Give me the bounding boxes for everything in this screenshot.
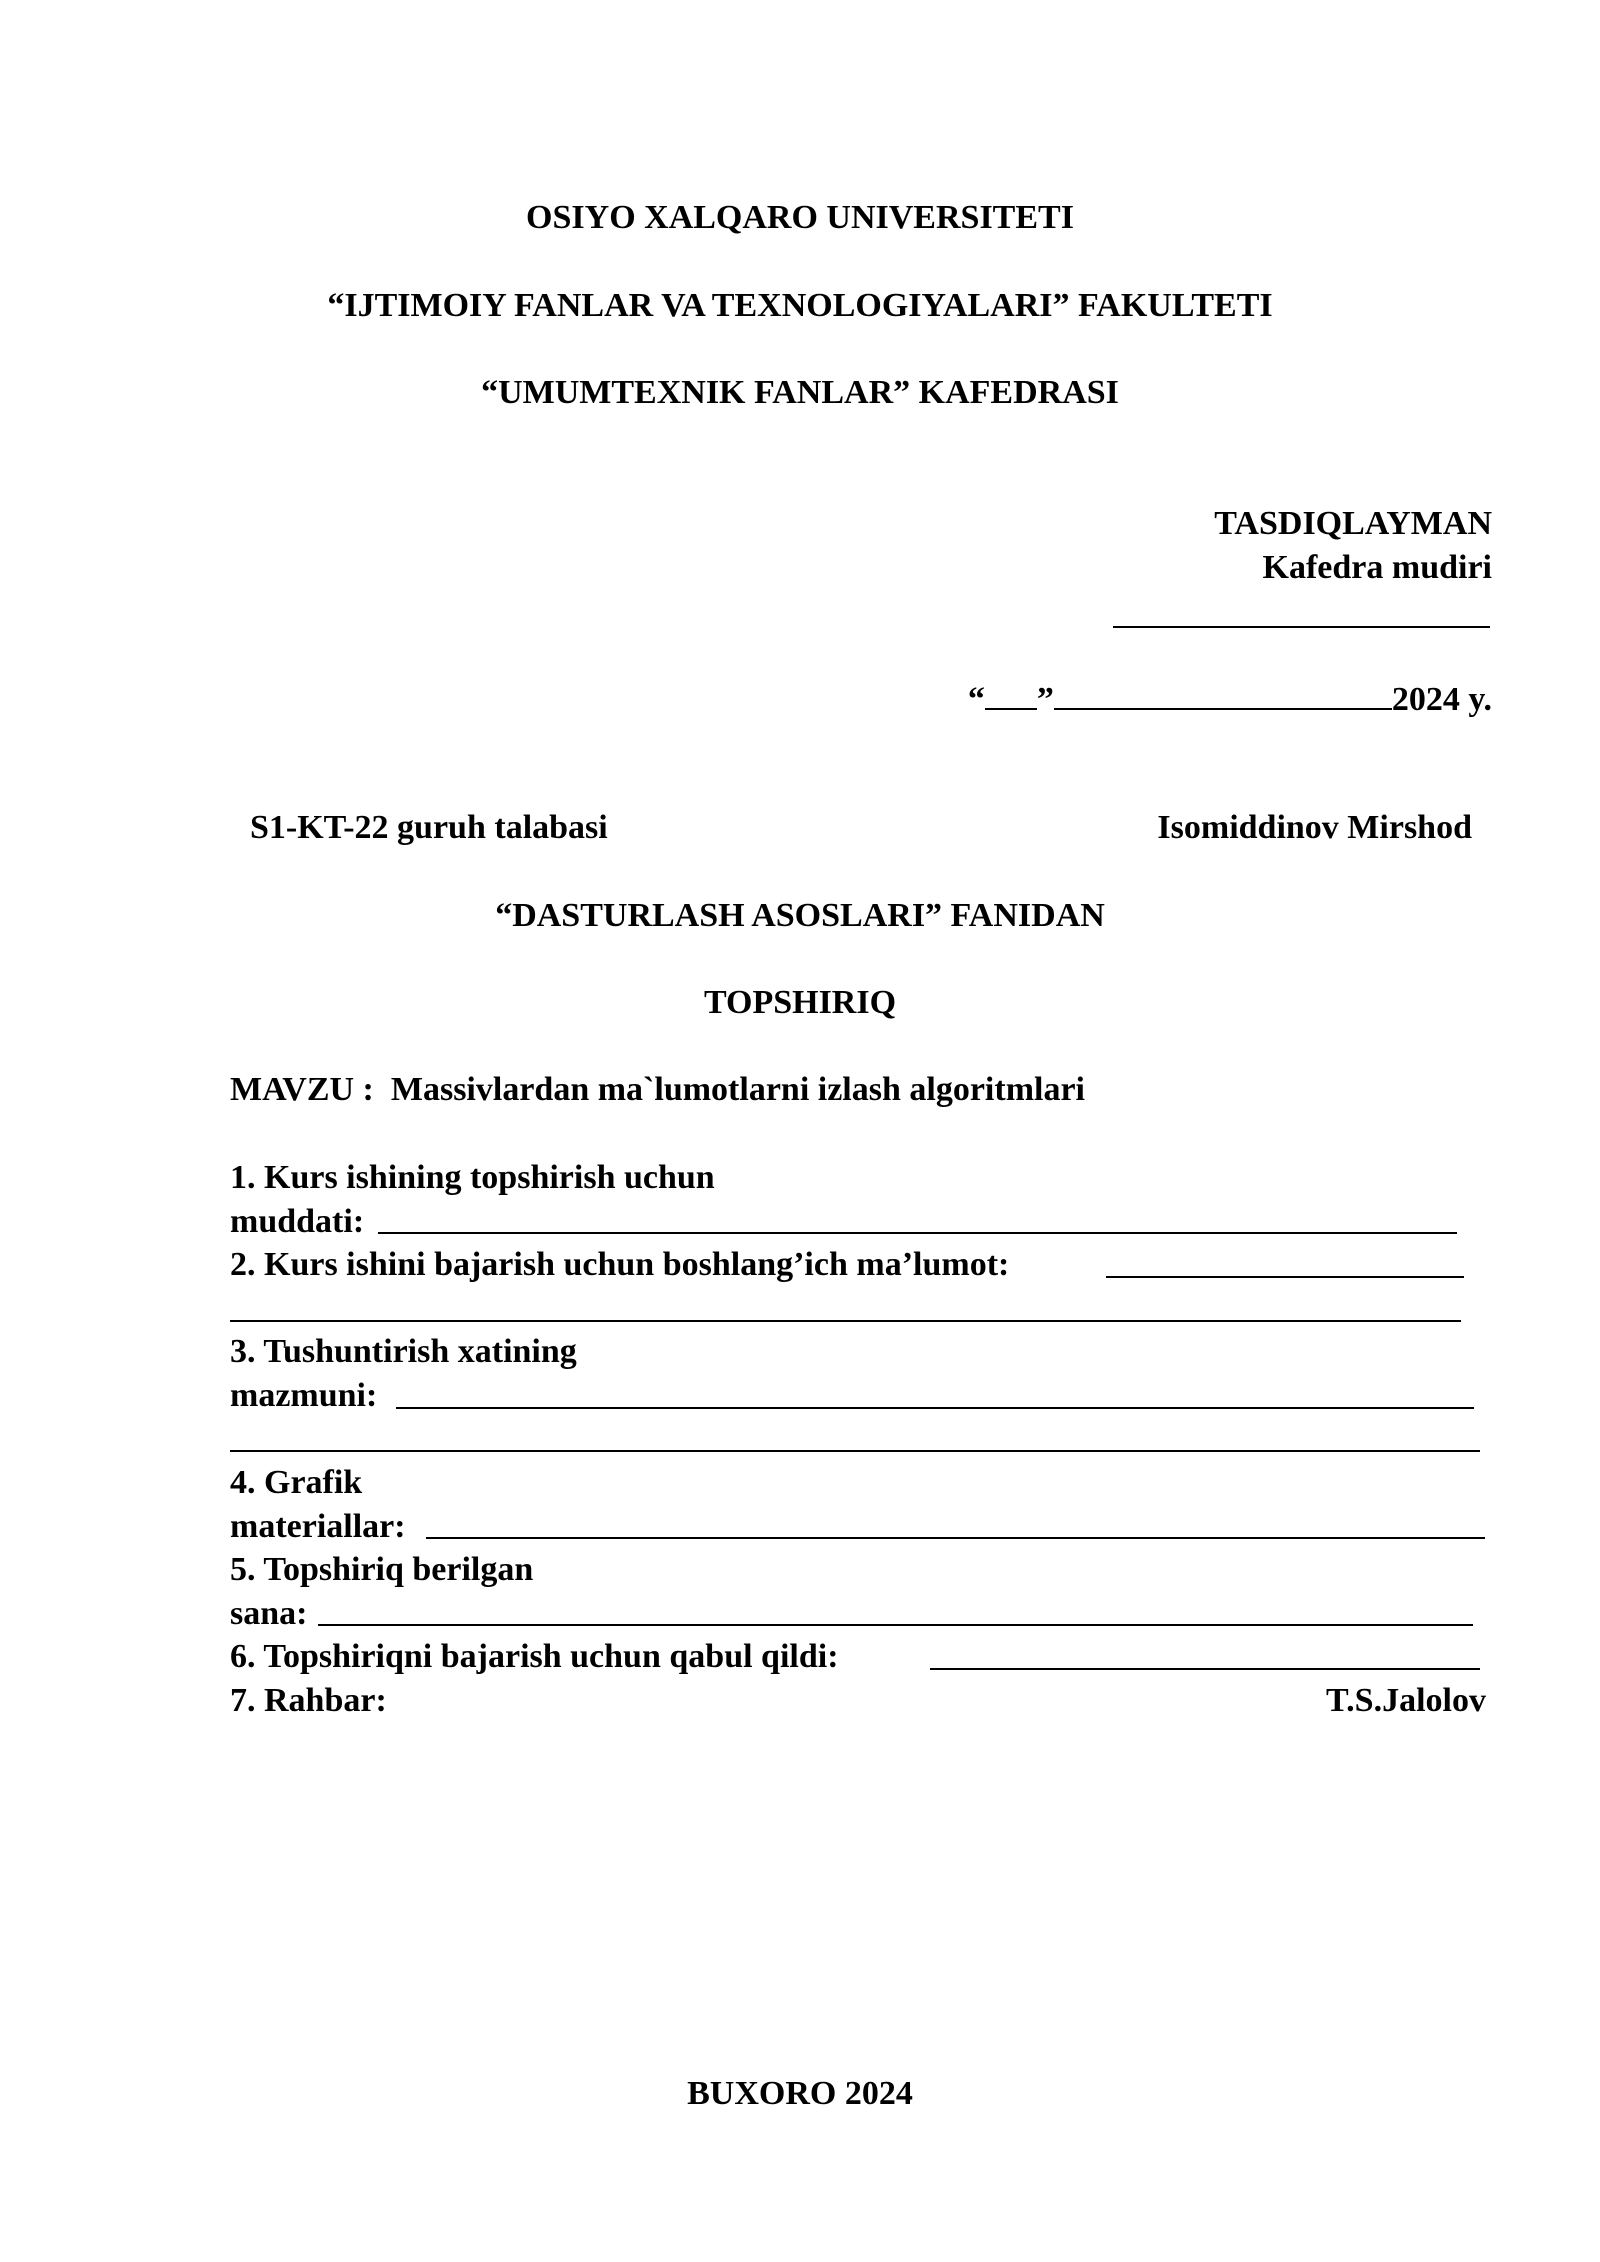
approval-date <box>968 676 1492 722</box>
topic-label: MAVZU : <box>230 1071 374 1108</box>
item-1-line-a: 1. Kurs ishining topshirish uchun <box>230 1159 715 1196</box>
item-3-blank-b <box>230 1450 1480 1452</box>
day-blank <box>985 676 1037 710</box>
topic-value: Massivlardan ma`lumotlarni izlash algoritmlari <box>390 1071 1086 1108</box>
date-open-quote: “ <box>967 681 985 718</box>
approval-year: 2024 y. <box>1391 681 1492 718</box>
item-6-blank <box>930 1668 1480 1670</box>
item-4-blank <box>426 1537 1485 1539</box>
item-1-blank <box>378 1232 1457 1234</box>
item-7-label: 7. Rahbar: <box>230 1682 387 1719</box>
month-blank <box>1054 676 1392 710</box>
item-5-line-a: 5. Topshiriq berilgan <box>230 1551 534 1588</box>
date-close-quote: ” <box>1036 681 1054 718</box>
supervisor-name: T.S.Jalolov <box>1326 1682 1486 1719</box>
approval-title: TASDIQLAYMAN <box>1214 505 1492 542</box>
university-name: OSIYO XALQARO UNIVERSITETI <box>526 199 1074 236</box>
student-group: S1-KT-22 guruh talabasi <box>250 809 608 846</box>
item-5-blank <box>318 1624 1473 1626</box>
topic-line <box>230 1068 1085 1112</box>
item-1-line-b: muddati: <box>230 1203 365 1240</box>
faculty-name: “IJTIMOIY FANLAR VA TEXNOLOGIYALARI” FAKULTETI <box>327 287 1273 324</box>
footer-city-year: BUXORO 2024 <box>687 2075 913 2112</box>
item-2-blank-b <box>230 1320 1461 1322</box>
department-name: “UMUMTEXNIK FANLAR” KAFEDRASI <box>481 374 1119 411</box>
item-3-line-b: mazmuni: <box>230 1377 378 1414</box>
approval-signature-line <box>1113 626 1490 628</box>
item-3-blank-a <box>396 1407 1474 1409</box>
subject-name: “DASTURLASH ASOSLARI” FANIDAN <box>495 897 1105 934</box>
item-5-line-b: sana: <box>230 1595 308 1632</box>
item-2-blank-a <box>1106 1276 1464 1278</box>
item-3-line-a: 3. Tushuntirish xatining <box>230 1333 577 1370</box>
item-4-line-a: 4. Grafik <box>230 1464 363 1501</box>
student-name: Isomiddinov Mirshod <box>1157 809 1472 846</box>
approval-role: Kafedra mudiri <box>1262 549 1492 586</box>
document-title: TOPSHIRIQ <box>703 984 897 1021</box>
item-6-label: 6. Topshiriqni bajarish uchun qabul qildi: <box>230 1638 839 1675</box>
item-4-line-b: materiallar: <box>230 1508 406 1545</box>
item-2-label: 2. Kurs ishini bajarish uchun boshlang’ich ma’lumot: <box>230 1246 1010 1283</box>
